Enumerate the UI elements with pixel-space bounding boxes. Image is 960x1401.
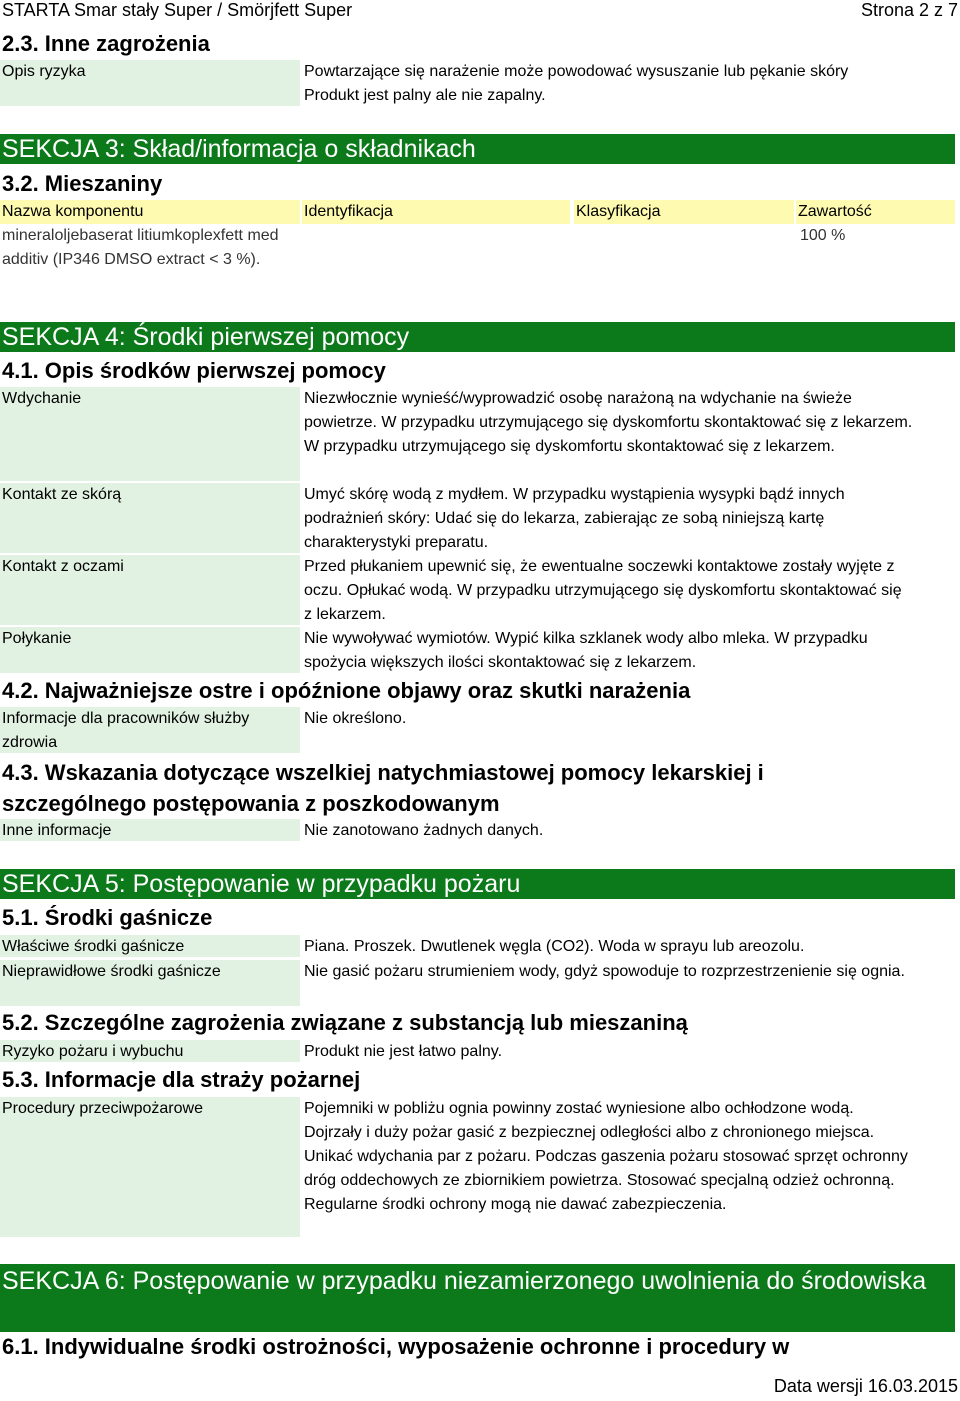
component-name-cell: mineraloljebaserat litiumkoplexfett med additiv (IP346 DMSO extract < 3 %). <box>2 227 279 268</box>
inhalation-text: Niezwłocznie wynieść/wyprowadzić osobę narażoną na wdychanie na świeże powietrze. W przypadku utrzymującego się dyskomfortu skontaktować się z lekarzem. W przypadku utrzymującego się dyskomfortu skontaktować się z lekarzem. <box>304 390 913 455</box>
label-health-workers-info: Informacje dla pracowników służby zdrowia <box>0 707 300 753</box>
col-content: Zawartość <box>796 200 955 224</box>
heading-3-2: 3.2. Mieszaniny <box>2 171 163 196</box>
label-ingestion: Połykanie <box>0 627 300 673</box>
section-3-bar: SEKCJA 3: Skład/informacja o składnikach <box>0 134 955 164</box>
suitable-media-text: Piana. Proszek. Dwutlenek węgla (CO2). Woda w sprayu lub areozolu. <box>304 938 805 955</box>
other-info-text: Nie zanotowano żadnych danych. <box>304 822 544 839</box>
col-classification: Klasyfikacja <box>574 200 794 224</box>
label-risk-description: Opis ryzyka <box>0 60 300 106</box>
heading-4-3: 4.3. Wskazania dotyczące wszelkiej natychmiastowej pomocy lekarskiej i szczególnego postępowania z poszkodowanym <box>2 760 764 816</box>
heading-4-2: 4.2. Najważniejsze ostre i opóźnione objawy oraz skutki narażenia <box>2 678 691 703</box>
health-workers-info-text: Nie określono. <box>304 710 407 727</box>
col-component-name: Nazwa komponentu <box>0 200 300 224</box>
unsuitable-media-text: Nie gasić pożaru strumieniem wody, gdyż spowoduje to rozprzestrzenienie się ognia. <box>304 963 905 980</box>
heading-4-1: 4.1. Opis środków pierwszej pomocy <box>2 358 386 383</box>
heading-6-1: 6.1. Indywidualne środki ostrożności, wyposażenie ochronne i procedury w <box>2 1334 790 1359</box>
label-other-info: Inne informacje <box>0 819 300 841</box>
ingestion-text: Nie wywoływać wymiotów. Wypić kilka szklanek wody albo mleka. W przypadku spożycia większych ilości skontaktować się z lekarzem. <box>304 630 868 671</box>
section-4-bar: SEKCJA 4: Środki pierwszej pomocy <box>0 322 955 352</box>
label-fire-risk: Ryzyko pożaru i wybuchu <box>0 1040 300 1062</box>
risk-description-text: Powtarzające się narażenie może powodować wysuszanie lub pękanie skóry Produkt jest palny ale nie zapalny. <box>304 63 849 104</box>
eye-contact-text: Przed płukaniem upewnić się, że ewentualne soczewki kontaktowe zostały wyjęte z oczu. Opłukać wodą. W przypadku utrzymującego się dyskomfortu skontaktować się z lekarzem. <box>304 558 902 623</box>
col-identification: Identyfikacja <box>302 200 570 224</box>
section-5-bar: SEKCJA 5: Postępowanie w przypadku pożaru <box>0 869 955 899</box>
label-skin-contact: Kontakt ze skórą <box>0 483 300 553</box>
fire-risk-text: Produkt nie jest łatwo palny. <box>304 1043 503 1060</box>
page-header <box>0 0 960 24</box>
heading-2-3: 2.3. Inne zagrożenia <box>2 31 210 56</box>
label-suitable-media: Właściwe środki gaśnicze <box>0 935 300 957</box>
document-title: STARTA Smar stały Super / Smörjfett Super <box>2 0 353 20</box>
label-unsuitable-media: Nieprawidłowe środki gaśnicze <box>0 960 300 1006</box>
page-number: Strona 2 z 7 <box>860 0 958 20</box>
heading-5-2: 5.2. Szczególne zagrożenia związane z substancją lub mieszaniną <box>2 1010 688 1035</box>
label-eye-contact: Kontakt z oczami <box>0 555 300 625</box>
label-inhalation: Wdychanie <box>0 387 300 481</box>
skin-contact-text: Umyć skórę wodą z mydłem. W przypadku wystąpienia wysypki bądź innych podrażnień skóry: Udać się do lekarza, zabierając ze sobą niniejszą kartę charakterystyki preparatu. <box>304 486 845 551</box>
version-date: Data wersji 16.03.2015 <box>773 1376 958 1396</box>
section-6-bar: SEKCJA 6: Postępowanie w przypadku niezamierzonego uwolnienia do środowiska <box>0 1264 955 1332</box>
label-firefighting-procedures: Procedury przeciwpożarowe <box>0 1097 300 1237</box>
heading-5-1: 5.1. Środki gaśnicze <box>2 905 213 930</box>
component-content-cell: 100 % <box>800 227 846 244</box>
firefighting-procedures-text: Pojemniki w pobliżu ognia powinny zostać wyniesione albo ochłodzone wodą. Dojrzały i duży pożar gasić z bezpiecznej odległości albo z chronionego miejsca. Unikać wdychania par z pożaru. Podczas gaszenia pożaru stosować sprzęt ochronny dróg oddechowych ze zbiornikiem powietrza. Stosować specjalną odzież ochronną. Regularne środki ochrony mogą nie dawać zabezpieczenia. <box>304 1100 908 1213</box>
heading-5-3: 5.3. Informacje dla straży pożarnej <box>2 1067 361 1092</box>
